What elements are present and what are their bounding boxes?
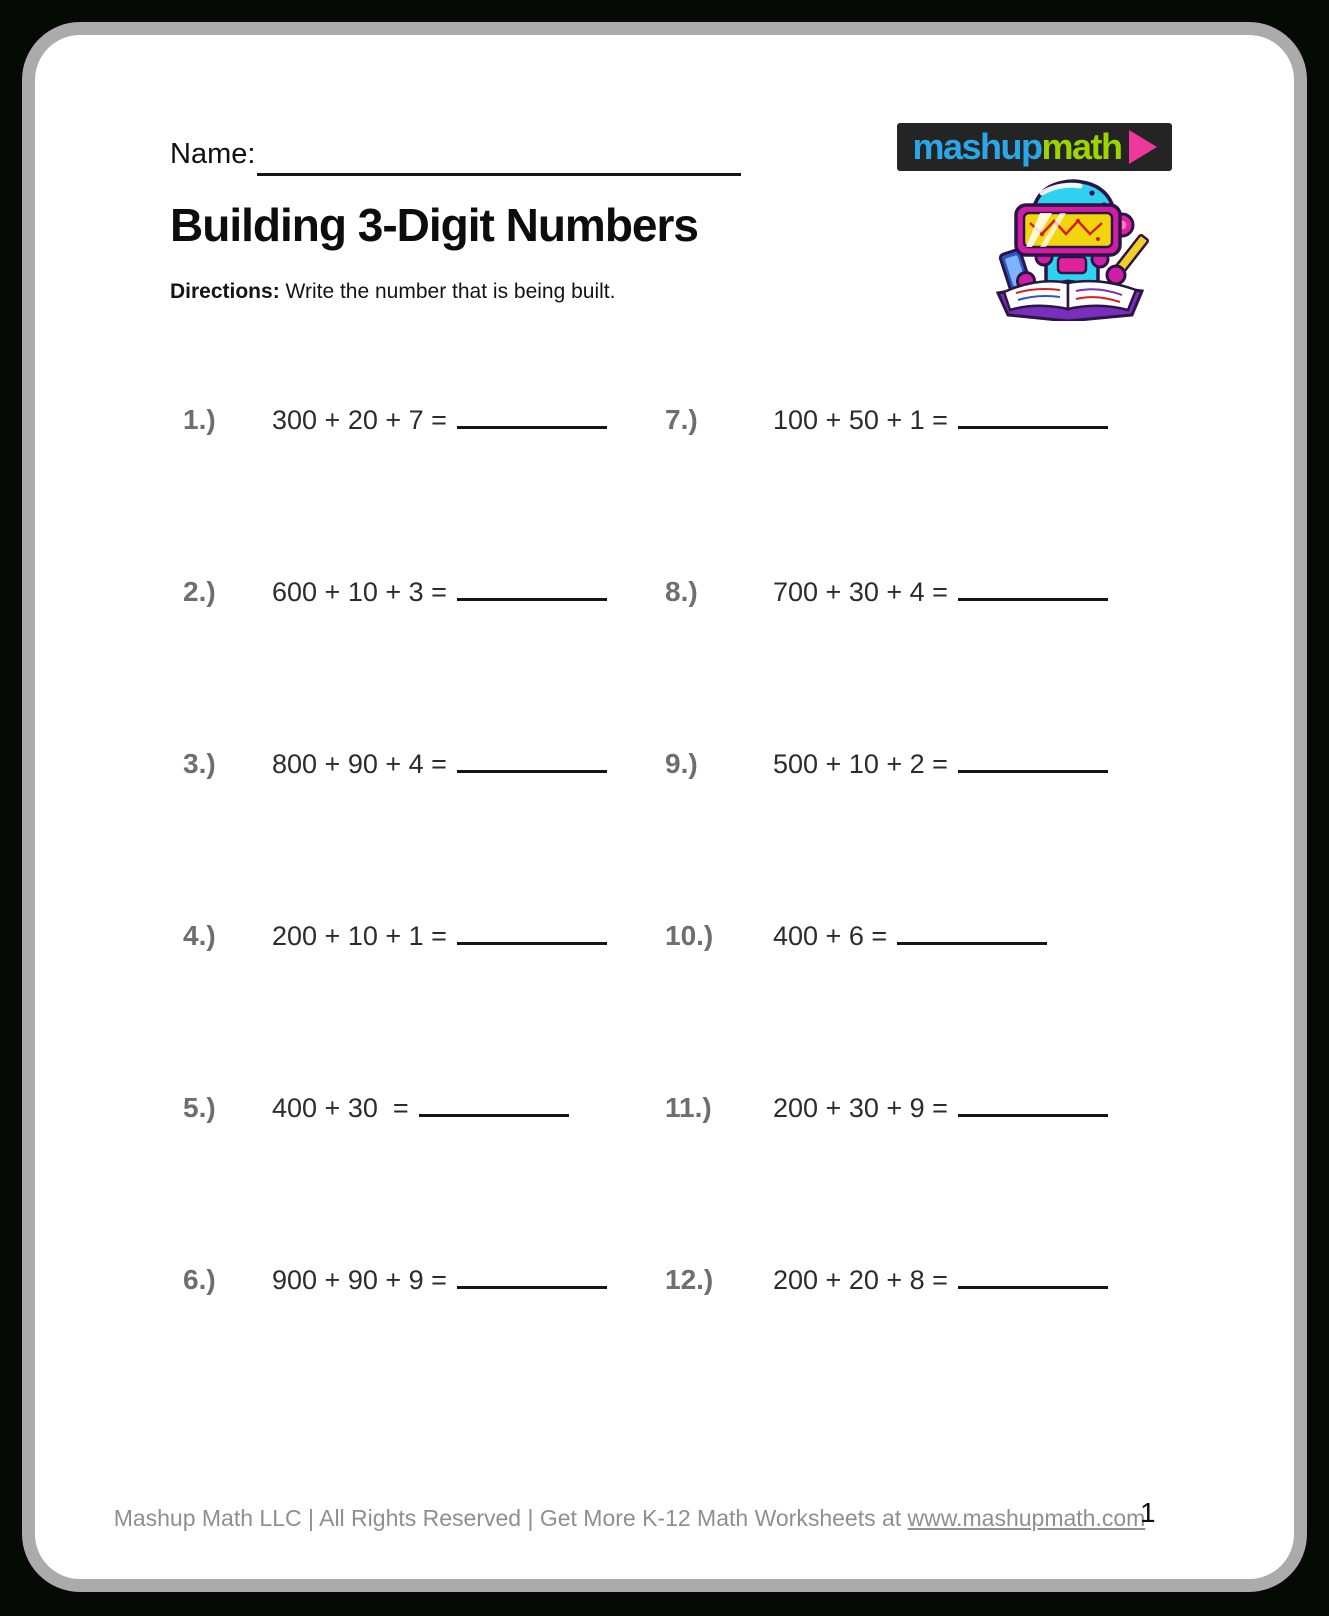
problem-expression: 500 + 10 + 2 =: [773, 749, 948, 779]
problem-number: 10.): [665, 920, 714, 951]
answer-blank[interactable]: [958, 392, 1108, 429]
problem-11: [665, 1080, 1108, 1125]
problem-3: [183, 736, 607, 781]
logo-word-mashup: mashup: [912, 126, 1042, 167]
problem-1: [183, 392, 607, 437]
logo-word-math: math: [1041, 126, 1122, 167]
directions-label: Directions:: [170, 280, 280, 303]
problem-expression: 700 + 30 + 4 =: [773, 577, 948, 607]
problem-number: 5.): [183, 1092, 216, 1123]
answer-blank[interactable]: [897, 908, 1047, 945]
answer-blank[interactable]: [457, 392, 607, 429]
problem-expression: 200 + 30 + 9 =: [773, 1093, 948, 1123]
problem-7: [665, 392, 1108, 437]
answer-blank[interactable]: [457, 736, 607, 773]
problem-number: 2.): [183, 576, 216, 607]
answer-blank[interactable]: [457, 908, 607, 945]
directions-text: Write the number that is being built.: [279, 280, 616, 303]
page-number: 1: [1140, 1497, 1156, 1528]
problem-number: 6.): [183, 1264, 216, 1295]
problem-expression: 100 + 50 + 1 =: [773, 405, 948, 435]
problem-6: [183, 1252, 607, 1297]
problem-expression: 600 + 10 + 3 =: [272, 577, 447, 607]
problem-expression: 800 + 90 + 4 =: [272, 749, 447, 779]
page-title: Building 3-Digit Numbers: [170, 199, 698, 251]
problem-number: 11.): [665, 1092, 712, 1123]
robot-mascot-icon: [980, 171, 1160, 321]
directions: [170, 280, 615, 304]
problem-2: [183, 564, 607, 609]
answer-blank[interactable]: [457, 1252, 607, 1289]
problem-5: [183, 1080, 569, 1125]
answer-blank[interactable]: [419, 1080, 569, 1117]
problem-expression: 200 + 20 + 8 =: [773, 1265, 948, 1295]
footer-website-link[interactable]: www.mashupmath.com: [907, 1505, 1146, 1531]
footer-text: Mashup Math LLC | All Rights Reserved | Get More K-12 Math Worksheets at: [113, 1505, 908, 1531]
problem-expression: 300 + 20 + 7 =: [272, 405, 447, 435]
answer-blank[interactable]: [958, 1080, 1108, 1117]
name-label: Name:: [170, 138, 256, 170]
answer-blank[interactable]: [958, 736, 1108, 773]
play-triangle-icon: [1129, 130, 1157, 164]
problem-number: 4.): [183, 920, 216, 951]
problem-number: 12.): [665, 1264, 714, 1295]
name-blank-line[interactable]: [257, 139, 741, 176]
worksheet-page: [22, 22, 1307, 1592]
problem-4: [183, 908, 607, 953]
problem-12: [665, 1252, 1108, 1297]
mashupmath-logo: [897, 123, 1172, 171]
problem-expression: 400 + 6 =: [773, 921, 888, 951]
problem-number: 9.): [665, 748, 698, 779]
problem-9: [665, 736, 1108, 781]
problem-expression: 200 + 10 + 1 =: [272, 921, 447, 951]
problem-8: [665, 564, 1108, 609]
answer-blank[interactable]: [958, 564, 1108, 601]
problem-10: [665, 908, 1047, 953]
problem-number: 7.): [665, 404, 698, 435]
problem-number: 8.): [665, 576, 698, 607]
footer: [35, 1505, 1224, 1532]
problem-expression: 400 + 30 =: [272, 1093, 409, 1123]
answer-blank[interactable]: [958, 1252, 1108, 1289]
problem-number: 1.): [183, 404, 216, 435]
problem-expression: 900 + 90 + 9 =: [272, 1265, 447, 1295]
answer-blank[interactable]: [457, 564, 607, 601]
problem-number: 3.): [183, 748, 216, 779]
